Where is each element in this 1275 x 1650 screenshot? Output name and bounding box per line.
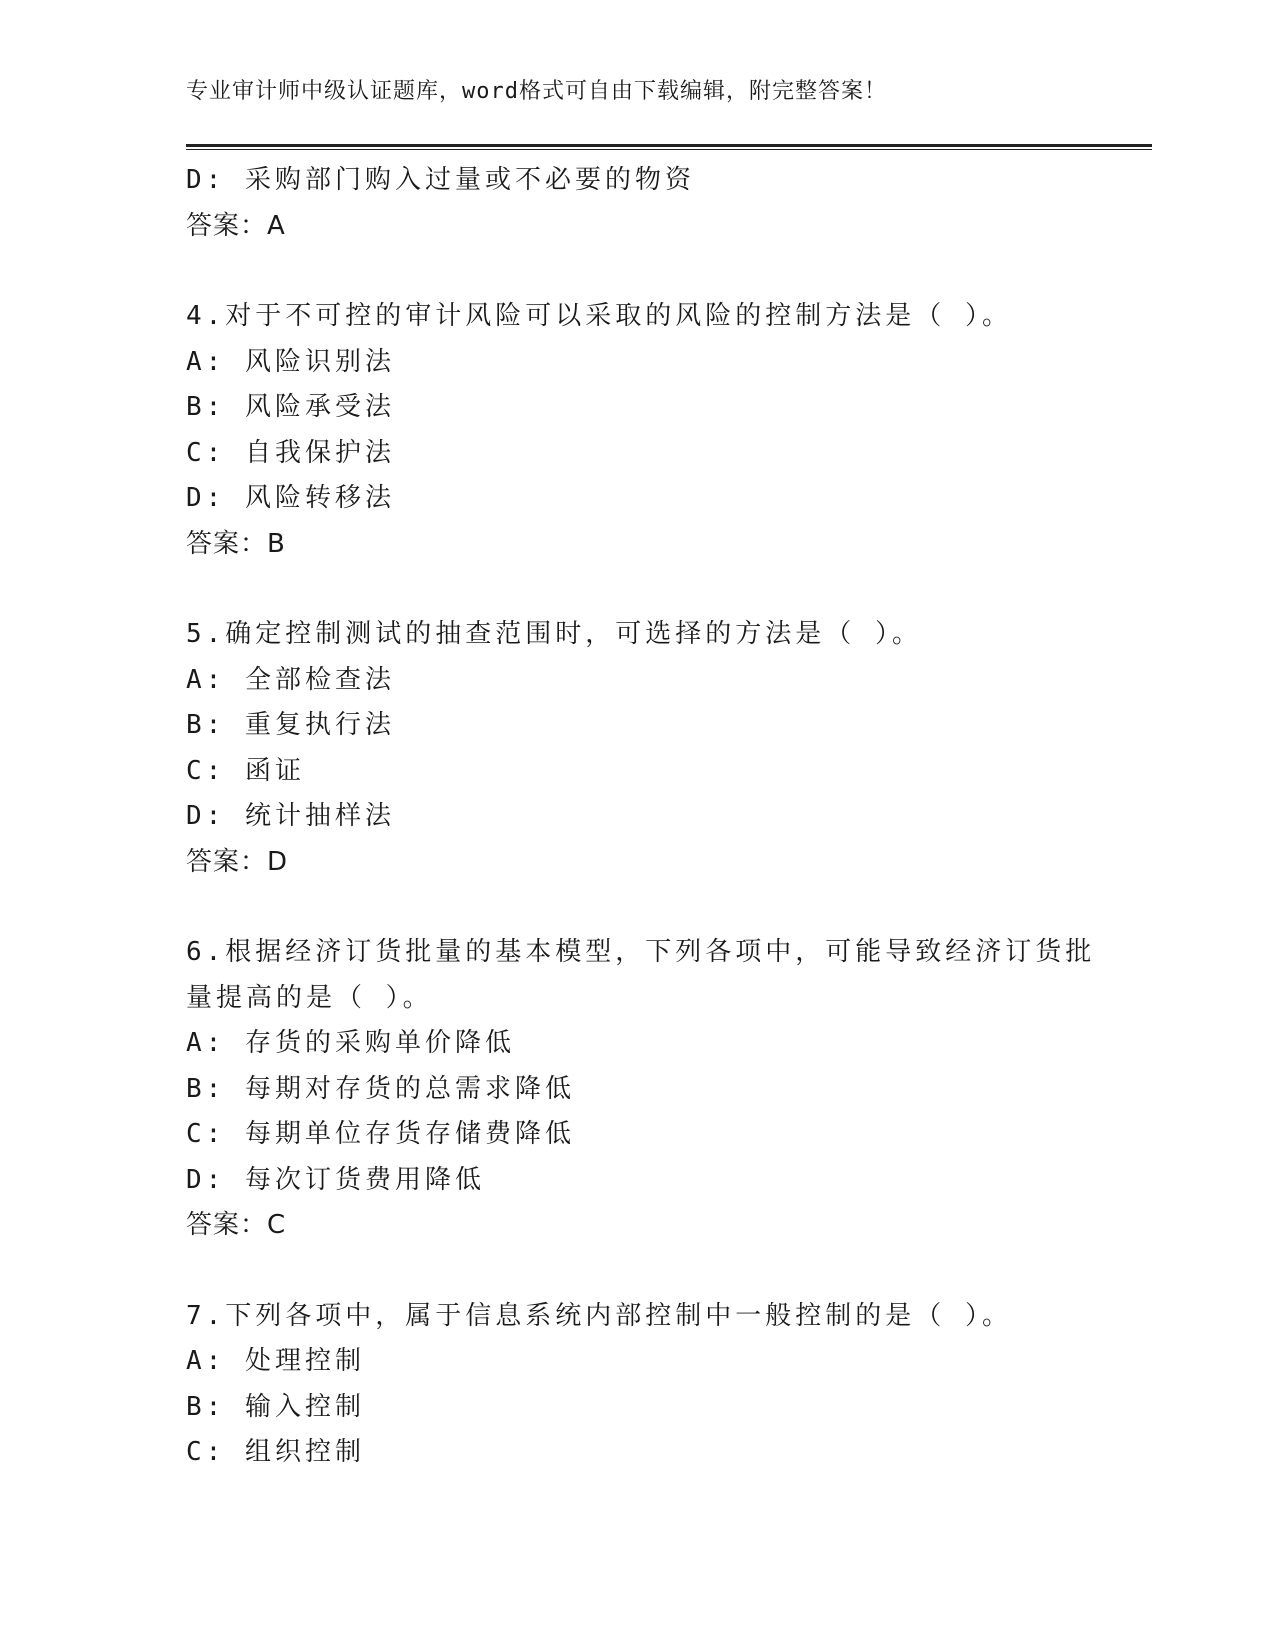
option-d: D: 风险转移法	[186, 483, 395, 513]
answer: 答案：A	[186, 210, 286, 241]
option-a: A: 风险识别法	[186, 346, 395, 377]
option-a: A: 存货的采购单价降低	[186, 1028, 515, 1058]
answer: 答案：D	[186, 846, 289, 877]
option-c: C: 每期单位存货存储费降低	[186, 1119, 575, 1149]
option-d: D: 统计抽样法	[186, 801, 395, 831]
question-4	[186, 294, 1146, 567]
header-divider	[186, 144, 1152, 150]
option-b: B: 风险承受法	[186, 392, 395, 422]
option-a: A: 处理控制	[186, 1346, 365, 1376]
question-stem: 7.下列各项中，属于信息系统内部控制中一般控制的是（ ）。	[186, 1300, 1012, 1331]
option-c: C: 组织控制	[186, 1437, 365, 1467]
spacer	[186, 1249, 1146, 1294]
option-c: C: 函证	[186, 755, 305, 786]
question-6	[186, 930, 1146, 1249]
option-d: D: 采购部门购入过量或不必要的物资	[186, 165, 695, 195]
option-b: B: 重复执行法	[186, 710, 395, 740]
option-c: C: 自我保护法	[186, 437, 395, 468]
answer: 答案：C	[186, 1210, 287, 1240]
question-stem: 5.确定控制测试的抽查范围时，可选择的方法是（ ）。	[186, 619, 922, 649]
question-stem-line-2: 量提高的是（ ）。	[186, 982, 433, 1013]
option-d: D: 每次订货费用降低	[186, 1164, 485, 1195]
option-a: A: 全部检查法	[186, 664, 395, 695]
spacer	[186, 885, 1146, 930]
question-5	[186, 612, 1146, 885]
option-b: B: 每期对存货的总需求降低	[186, 1073, 575, 1104]
spacer	[186, 249, 1146, 294]
spacer	[186, 567, 1146, 612]
answer: 答案：B	[186, 528, 286, 559]
document-body	[186, 158, 1146, 1476]
question-stem-line-1: 6.根据经济订货批量的基本模型，下列各项中，可能导致经济订货批	[186, 937, 1096, 967]
question-7	[186, 1294, 1146, 1476]
option-b: B: 输入控制	[186, 1391, 365, 1422]
page-header: 专业审计师中级认证题库，word格式可自由下载编辑，附完整答案！	[186, 79, 887, 104]
question-stem: 4.对于不可控的审计风险可以采取的风险的控制方法是（ ）。	[186, 301, 1012, 331]
